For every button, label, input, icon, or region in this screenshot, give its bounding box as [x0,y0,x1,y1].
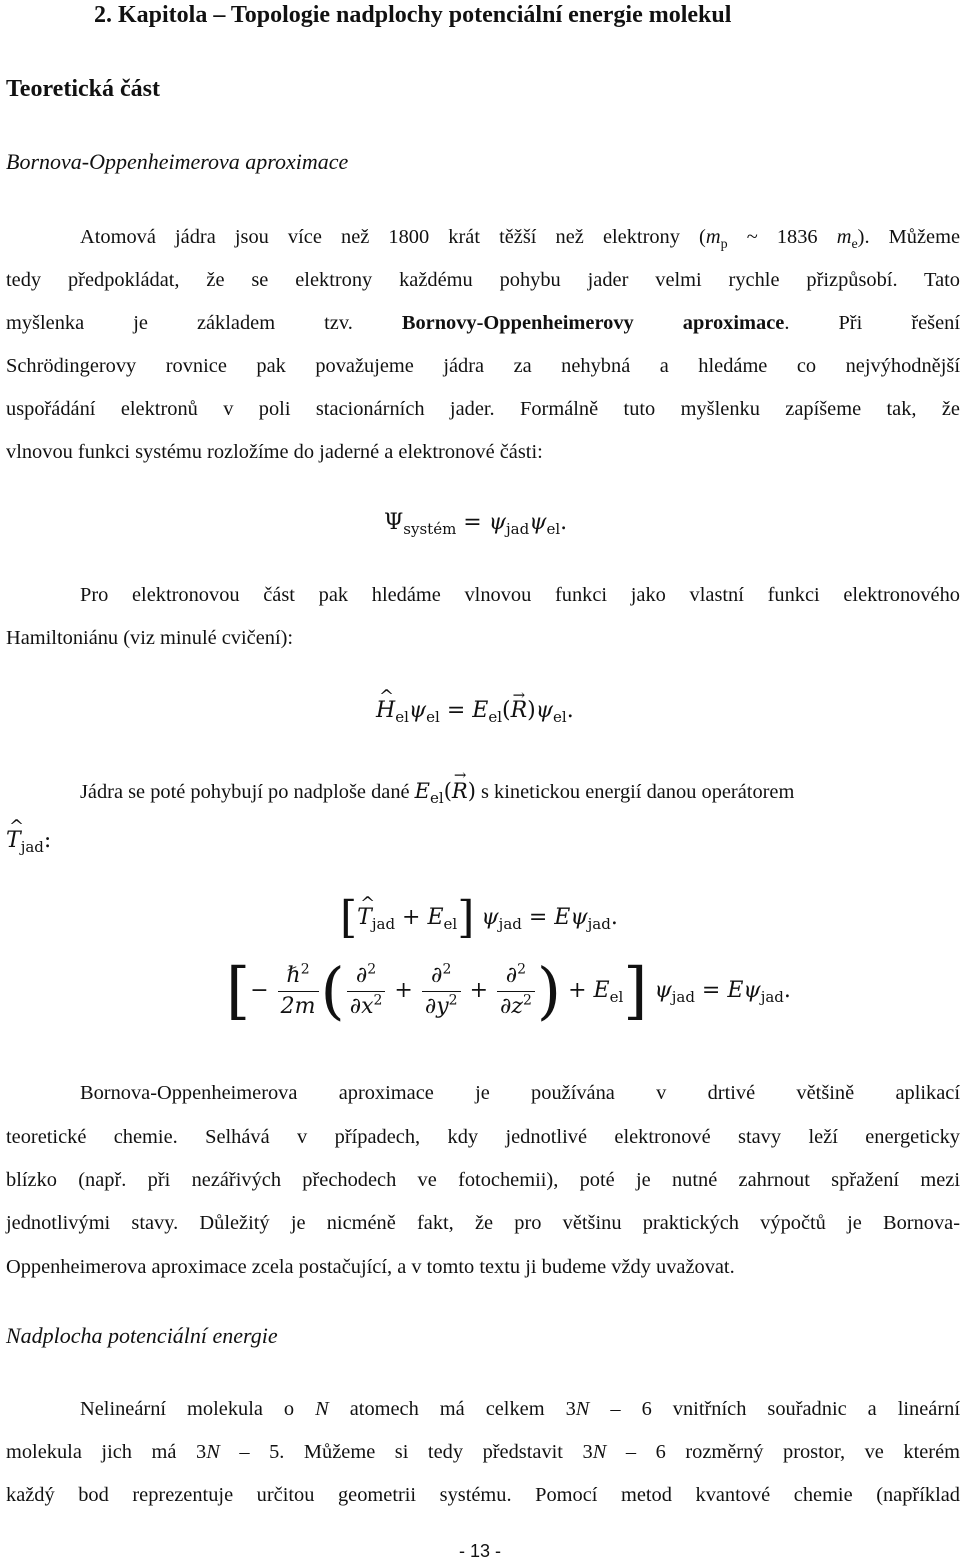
paragraph-line: myšlenka je základem tzv. Bornovy-Oppenheimerovy aproximace. Při řešení [6,312,960,334]
paragraph-line: Schrödingerovy rovnice pak považujeme jádra za nehybná a hledáme co nejvýhodnější [6,355,960,377]
equation-wavefunction-separation: $\Psi_{systém} = \psi_{jad}\psi_{el}$. [384,510,568,538]
paragraph-line: Nelineární molekula o N atomech má celkem 3N – 6 vnitřních souřadnic a lineární [80,1398,960,1420]
paragraph-line: teoretické chemie. Selhává v případech, kdy jednotlivé elektronové stavy leží energeticky [6,1126,960,1148]
equation-nuclear-schrodinger-expanded: [− $\frac{\hbar^2}{2m}$ ( $\frac{\partial^2}{\partial x^2}$ + $\frac{\partial^2}{\partial y^2}$ + $\frac{\partial^2}{\partial z^2}$ ) + $E_{el}$] $\psi_{jad} = E\psi_{jad}$. [226,954,791,1027]
paragraph-line: jednotlivými stavy. Důležitý je nicméně fakt, že pro většinu praktických výpočtů je Bornova- [6,1212,960,1234]
chapter-title: 2. Kapitola – Topologie nadplochy potenciální energie molekul [94,2,732,28]
paragraph-line: Jádra se poté pohybují po nadploše dané $E_{el}(\to R)$ s kinetickou energií danou operátorem [80,776,794,806]
paragraph-line: Bornova-Oppenheimerova aproximace je používána v drtivé většině aplikací [80,1082,960,1104]
page-number: - 13 - [458,1541,501,1561]
paragraph-line: vlnovou funkci systému rozložíme do jaderné a elektronové části: [6,441,543,463]
paragraph-line: tedy předpokládat, že se elektrony každému pohybu jader velmi rychle přizpůsobí. Tato [6,269,960,291]
equation-nuclear-schrodinger: [^ $T_{jad} + E_{el}$] $\psi_{jad} = E\psi_{jad}$. [340,896,618,940]
paragraph-line: uspořádání elektronů v poli stacionárních jader. Formálně tuto myšlenku zapíšeme tak, že [6,398,960,420]
paragraph-line: molekula jich má 3N – 5. Můžeme si tedy představit 3N – 6 rozměrný prostor, ve kterém [6,1441,960,1463]
paragraph-line: Hamiltoniánu (viz minulé cvičení): [6,627,294,649]
subsection-title-bo: Bornova-Oppenheimerova aproximace [6,149,349,174]
paragraph-line: Pro elektronovou část pak hledáme vlnovou funkci jako vlastní funkci elektronového [80,584,960,606]
equation-electronic-schrodinger: ^ $H_{el}\psi_{el} = E_{el}(\to R)\psi_{el}$. [376,696,574,726]
paragraph-line: každý bod reprezentuje určitou geometrii systému. Pomocí metod kvantové chemie (například [6,1484,960,1506]
paragraph-line: Atomová jádra jsou více než 1800 krát těžší než elektrony ($m_p$ ~ 1836 $m_e$). Můžeme [80,226,960,253]
kinetic-operator-symbol: ^ $T_{jad}$: [6,826,51,856]
subsection-title-np: Nadplocha potenciální energie [6,1323,278,1348]
paragraph-line: Oppenheimerova aproximace zcela postačující, a v tomto textu ji budeme vždy uvažovat. [6,1256,735,1278]
section-title: Teoretická část [6,76,160,102]
paragraph-line: blízko (např. při nezářivých přechodech ve fotochemii), poté je nutné zahrnout spřažení mezi [6,1169,960,1191]
